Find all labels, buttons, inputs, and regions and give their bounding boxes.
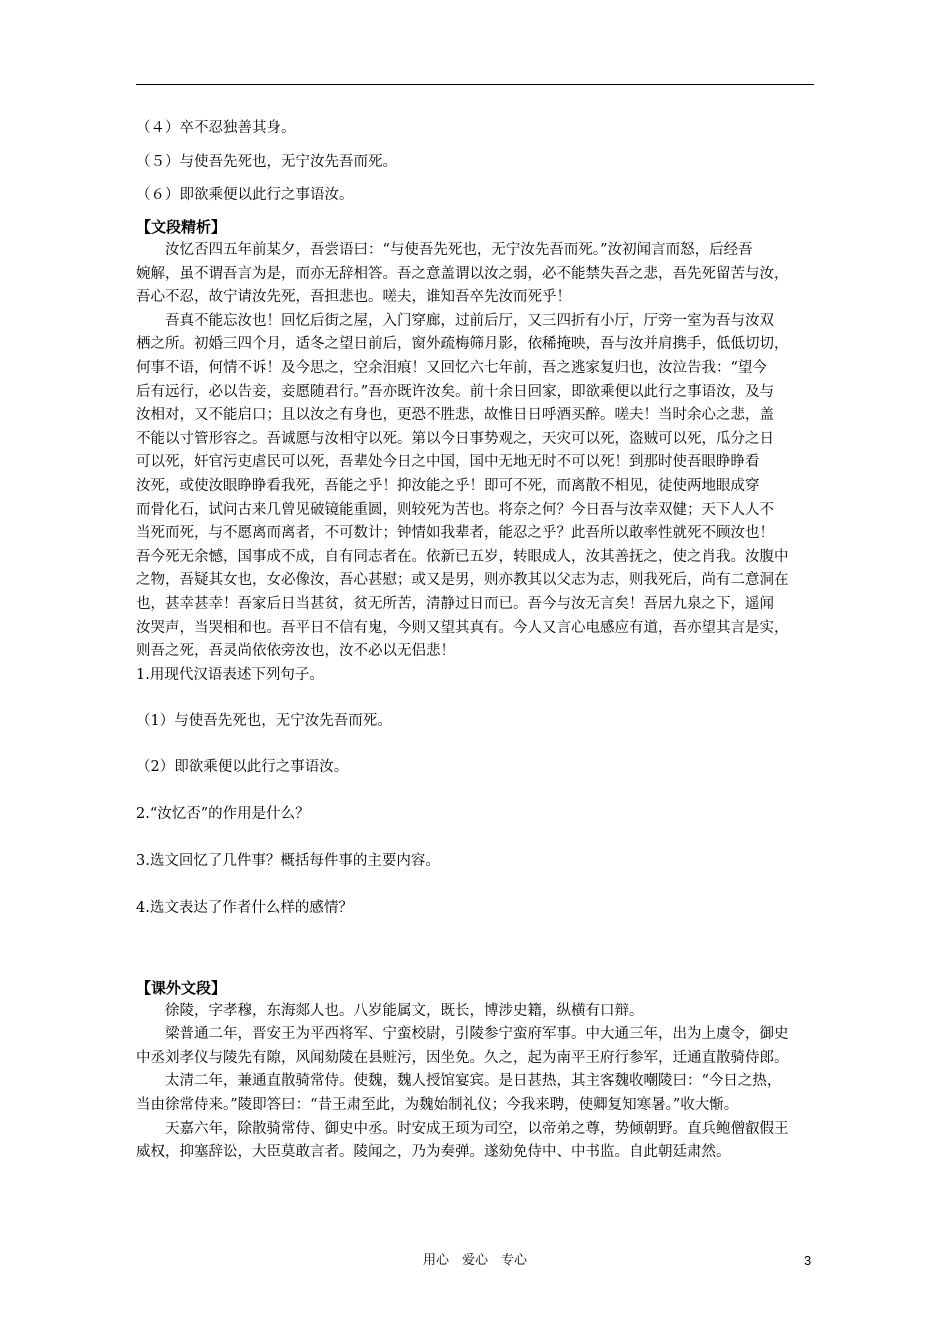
header-rule (136, 84, 814, 85)
passage-analysis (136, 239, 814, 664)
text-line: 天嘉六年，除散骑常侍、御史中丞。时安成王顼为司空，以帝弟之尊，势倾朝野。直兵鲍僧叡假王 (136, 1120, 789, 1137)
text-line: 中丞刘孝仪与陵先有隙，风闻劾陵在县赃污，因坐免。久之，起为南平王府行参军，迁通直散骑侍郎。 (136, 1049, 789, 1066)
text-line: 而骨化石，试问古来几曾见破镜能重圆，则较死为苦也。将奈之何？今日吾与汝幸双健；天下人人不 (136, 501, 774, 518)
question-1: 1.用现代汉语表述下列句子。 (136, 666, 324, 683)
list-item: （５）与使吾先死也，无宁汝先吾而死。 (136, 153, 397, 170)
questions (136, 664, 814, 920)
text-line: 吾今死无余憾，国事成不成，自有同志者在。依新已五岁，转眼成人，汝其善抚之，使之肖我。汝腹中 (136, 548, 789, 565)
question-3: 3.选文回忆了几件事？概括每件事的主要内容。 (136, 852, 440, 869)
text-line: 吾心不忍，故宁请汝先死，吾担悲也。嗟夫，谁知吾卒先汝而死乎！ (136, 289, 571, 306)
text-line: 梁普通二年，晋安王为平西将军、宁蛮校尉，引陵参宁蛮府军事。中大通三年，出为上虞令，御史 (136, 1026, 789, 1043)
text-line: 汝哭声，当哭相和也。吾平日不信有鬼，今则又望其真有。今人又言心电感应有道，吾亦望其言是实， (136, 619, 789, 636)
text-line: 也，甚幸甚幸！吾家后日当甚贫，贫无所苦，清静过日而已。吾今与汝无言矣！吾居九泉之下，遥闻 (136, 595, 774, 612)
list-item: （６）即欲乘便以此行之事语汝。 (136, 187, 354, 203)
section-heading-analysis: 【文段精析】 (136, 218, 227, 236)
list-item: （４）卒不忍独善其身。 (136, 120, 296, 136)
text-line: 汝忆否四五年前某夕，吾尝语曰：“与使吾先死也，无宁汝先吾而死。”汝初闻言而怒，后经吾 (136, 242, 753, 258)
text-line: 则吾之死，吾灵尚依依旁汝也，汝不必以无侣悲！ (136, 643, 455, 660)
text-line: 吾真不能忘汝也！回忆后街之屋，入门穿廊，过前后厅，又三四折有小厅，厅旁一室为吾与汝双 (136, 312, 774, 329)
text-line: 何事不语，何情不诉！及今思之，空余泪痕！又回忆六七年前，吾之逃家复归也，汝泣告我：“望今 (136, 359, 767, 376)
text-line: 当死而死，与不愿离而离者，不可数计；钟情如我辈者，能忍之乎？此吾所以敢率性就死不顾汝也！ (136, 525, 774, 542)
text-line: 之物，吾疑其女也，女必像汝，吾心甚慰；或又是男，则亦教其以父志为志，则我死后，尚有二意洞在 (136, 572, 789, 589)
text-line: 汝死，或使汝眼睁睁看我死，吾能之乎！抑汝能之乎！即可不死，而离散不相见，徒使两地眼成穿 (136, 477, 760, 494)
question-4: 4.选文表达了作者什么样的感情？ (136, 899, 353, 916)
text-line: 太清二年，兼通直散骑常侍。使魏，魏人授馆宴宾。是日甚热，其主客魏收嘲陵曰：“今日之热， (136, 1073, 782, 1090)
text-line: 可以死，奸官污吏虐民可以死，吾辈处今日之中国，国中无地无时不可以死！到那时使吾眼睁睁看 (136, 454, 760, 471)
text-line: 威权，抑塞辞讼，大臣莫敢言者。陵闻之，乃为奏弹。遂劾免侍中、中书监。自此朝廷肃然。 (136, 1144, 731, 1161)
text-line: 后有远行，必以告妾，妾愿随君行。”吾亦既许汝矣。前十余日回家，即欲乘便以此行之事语汝，及与 (136, 383, 775, 400)
question-1-1: （1）与使吾先死也，无宁汝先吾而死。 (136, 712, 392, 729)
text-line: 当由徐常侍来。”陵即答曰：“昔王肃至此，为魏始制礼仪；今我来聘，使卿复知寒暑。”收大惭。 (136, 1097, 739, 1114)
text-line: 汝相对，又不能启口；且以汝之有身也，更恐不胜悲，故惟日日呼酒买醉。嗟夫！当时余心之悲，盖 (136, 407, 774, 424)
passage-extra-reading (136, 1000, 814, 1165)
section-heading-extra-reading: 【课外文段】 (136, 978, 227, 997)
question-2: 2.“汝忆否”的作用是什么？ (136, 805, 310, 822)
text-line: 婉解，虽不谓吾言为是，而亦无辞相答。吾之意盖谓以汝之弱，必不能禁失吾之悲，吾先死留苦与汝， (136, 265, 789, 282)
page-content (136, 117, 814, 1165)
text-line: 徐陵，字孝穆，东海郯人也。八岁能属文，既长，博涉史籍，纵横有口辩。 (136, 1002, 644, 1019)
page-number: 3 (804, 1253, 812, 1268)
text-line: 不能以寸管形容之。吾诚愿与汝相守以死。第以今日事势观之，天灾可以死，盗贼可以死，瓜分之日 (136, 430, 774, 447)
question-1-2: （2）即欲乘便以此行之事语汝。 (136, 758, 349, 775)
footer-motto: 用心 爱心 专心 (422, 1253, 527, 1268)
text-line: 栖之所。初婚三四个月，适冬之望日前后，窗外疏梅筛月影，依稀掩映，吾与汝并肩携手，低低切切， (136, 336, 789, 353)
